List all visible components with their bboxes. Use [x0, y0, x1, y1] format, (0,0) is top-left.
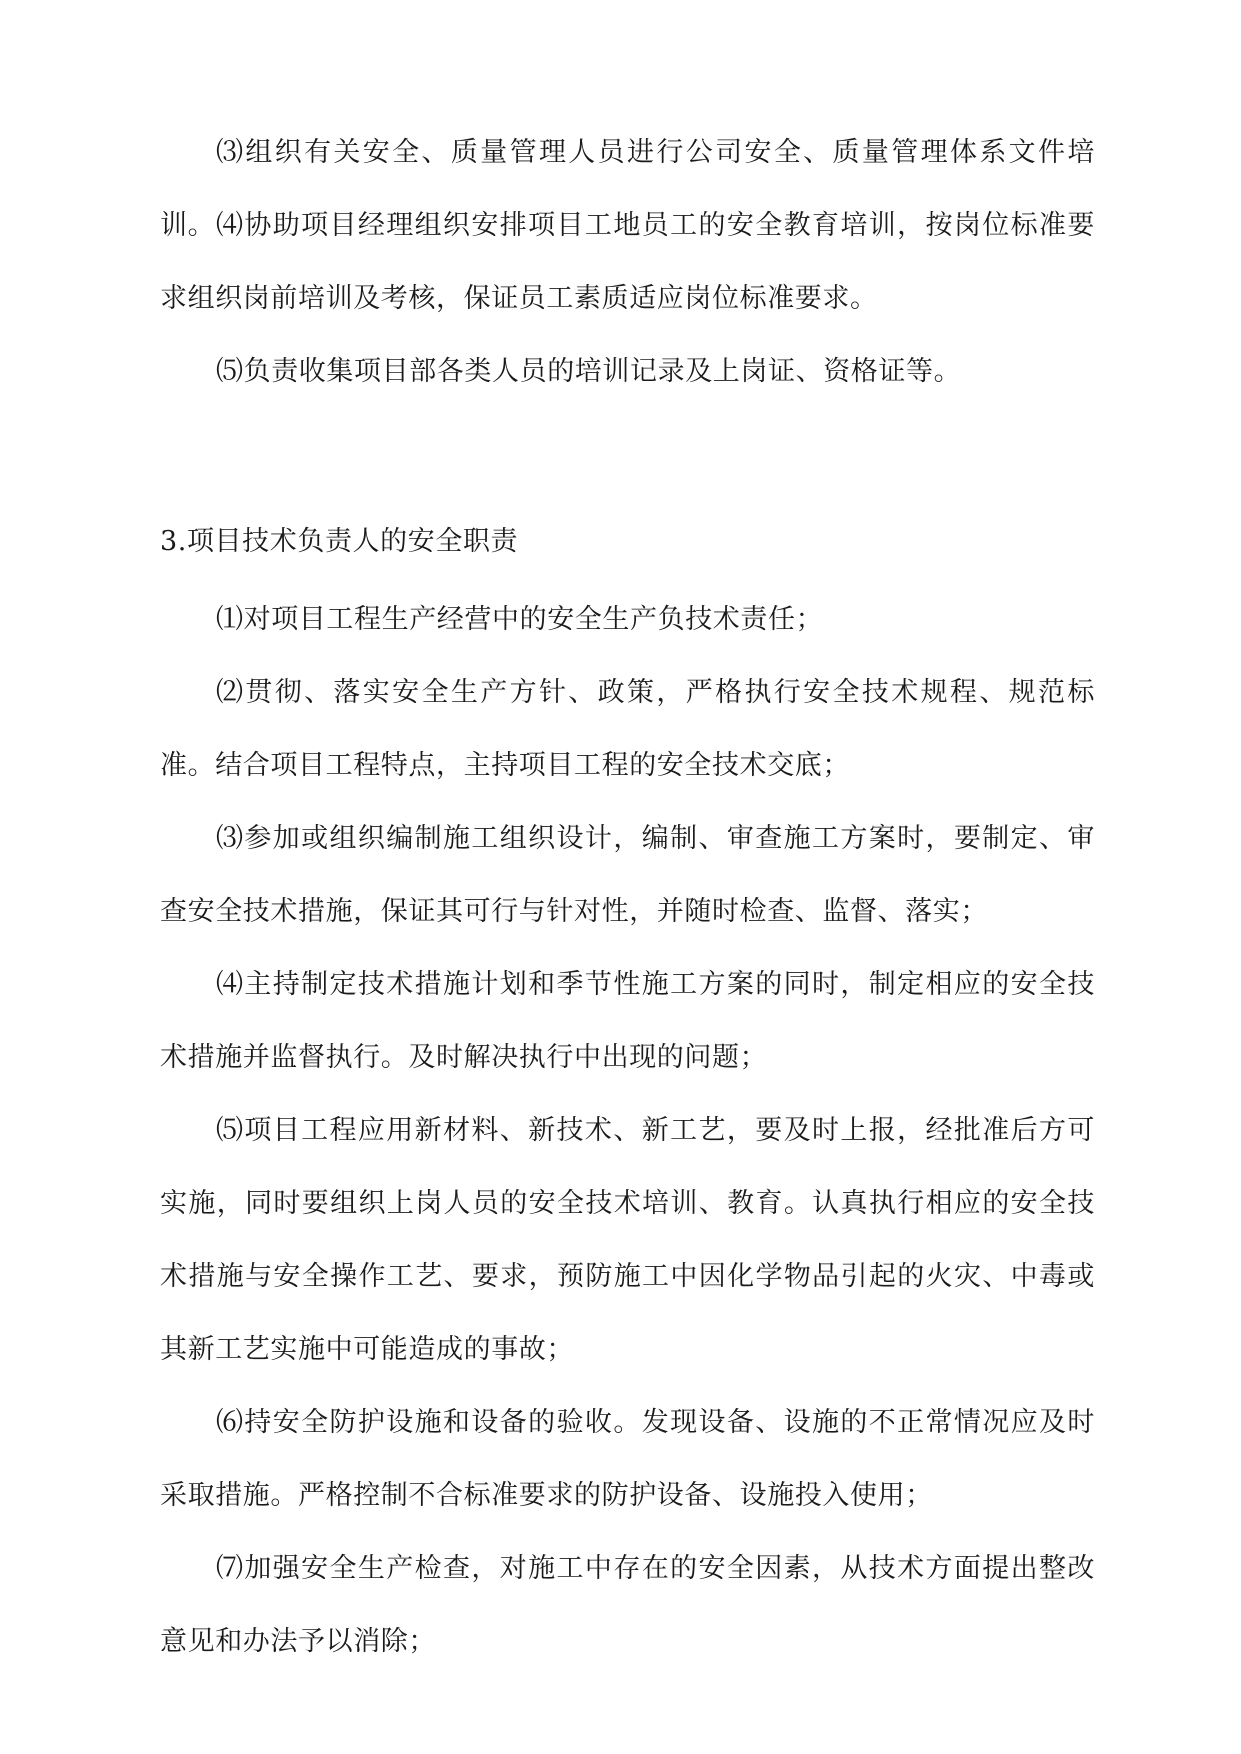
paragraph-duty-5: ⑸项目工程应用新材料、新技术、新工艺，要及时上报，经批准后方可实施，同时要组织上岗人员的安全技术培训、教育。认真执行相应的安全技术措施与安全操作工艺、要求，预防施工中因化学物品引起的火灾、中毒或其新工艺实施中可能造成的事故； — [160, 1115, 1095, 1365]
paragraph-duty-4: ⑷主持制定技术措施计划和季节性施工方案的同时，制定相应的安全技术措施并监督执行。及时解决执行中出现的问题； — [160, 969, 1095, 1073]
paragraph-item-5-records: ⑸负责收集项目部各类人员的培训记录及上岗证、资格证等。 — [216, 356, 962, 387]
paragraph-item-3-training-system: ⑶组织有关安全、质量管理人员进行公司安全、质量管理体系文件培训。 — [160, 137, 1095, 241]
section-heading: 3.项目技术负责人的安全职责 — [160, 526, 519, 557]
paragraph-duty-1: ⑴对项目工程生产经营中的安全生产负技术责任； — [216, 604, 824, 635]
paragraph-item-4-staff-training: ⑷协助项目经理组织安排项目工地员工的安全教育培训，按岗位标准要求组织岗前培训及考核，保证员工素质适应岗位标准要求。 — [160, 210, 1095, 314]
paragraph-duty-2: ⑵贯彻、落实安全生产方针、政策，严格执行安全技术规程、规范标准。结合项目工程特点，主持项目工程的安全技术交底； — [160, 677, 1095, 781]
paragraph-duty-6: ⑹持安全防护设施和设备的验收。发现设备、设施的不正常情况应及时采取措施。严格控制不合标准要求的防护设备、设施投入使用； — [160, 1407, 1095, 1511]
paragraph-duty-3: ⑶参加或组织编制施工组织设计，编制、审查施工方案时，要制定、审查安全技术措施，保证其可行与针对性，并随时检查、监督、落实； — [160, 823, 1095, 927]
paragraph-duty-7: ⑺加强安全生产检查，对施工中存在的安全因素，从技术方面提出整改意见和办法予以消除； — [160, 1553, 1095, 1657]
